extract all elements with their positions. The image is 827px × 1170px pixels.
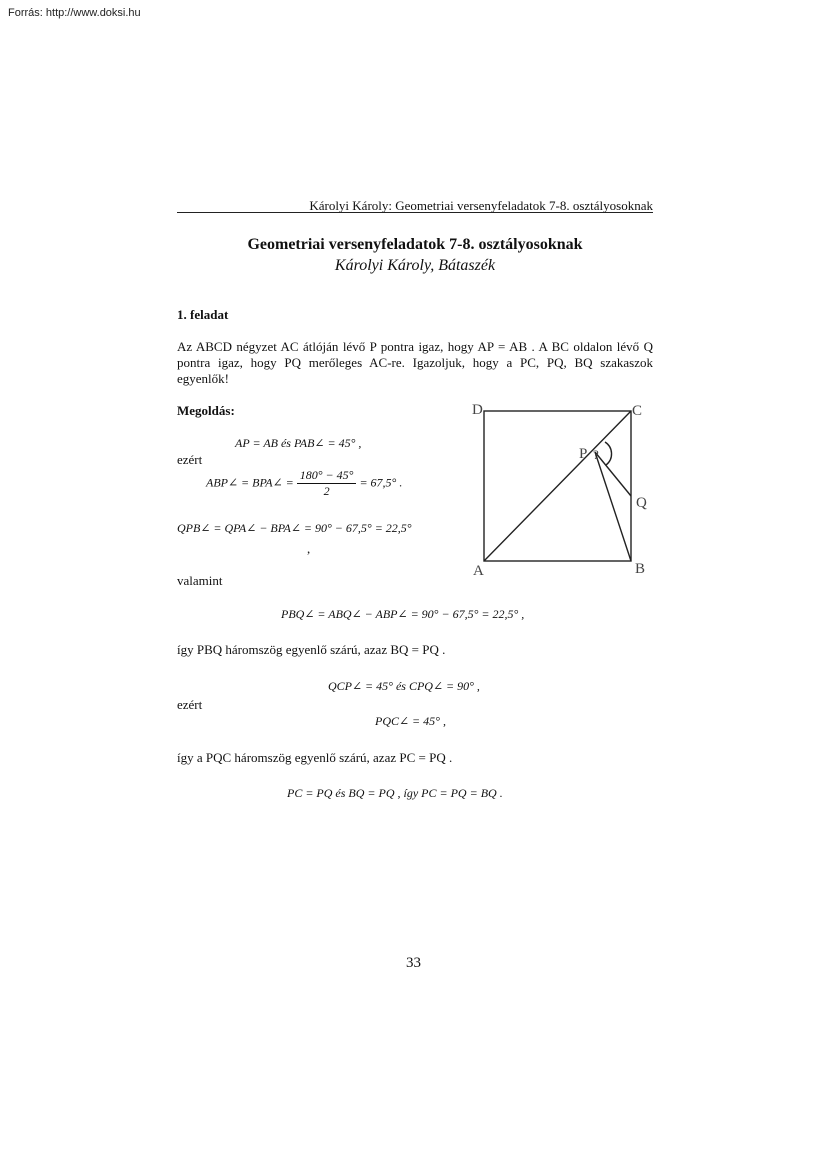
equation-7: PQC∠ = 45° , [375, 714, 446, 728]
equation-3-comma: , [307, 541, 311, 556]
angle-question-mark: ? [593, 447, 599, 462]
equation-3: QPB∠ = QPA∠ − BPA∠ = 90° − 67,5° = 22,5° [177, 521, 412, 535]
conclusion-2: így a PQC háromszög egyenlő szárú, azaz PC = PQ . [177, 750, 453, 765]
solution-heading: Megoldás: [177, 403, 235, 418]
equation-2 [206, 468, 402, 499]
valamint-text: valamint [177, 573, 223, 588]
final-equation: PC = PQ és BQ = PQ , így PC = PQ = BQ . [287, 786, 503, 800]
label-p: P [579, 446, 588, 462]
diagonal-ac [484, 411, 631, 561]
problem-heading: 1. feladat [177, 307, 229, 322]
equation-2-numerator: 180° − 45° [297, 468, 357, 484]
running-head: Károlyi Károly: Geometriai versenyfeladatok 7-8. osztályosoknak [309, 198, 653, 213]
equation-1: AP = AB és PAB∠ = 45° , [235, 436, 362, 450]
equation-6: QCP∠ = 45° és CPQ∠ = 90° , [328, 679, 480, 693]
equation-4: PBQ∠ = ABQ∠ − ABP∠ = 90° − 67,5° = 22,5° , [281, 607, 525, 621]
label-d: D [472, 402, 483, 418]
label-c: C [632, 403, 643, 419]
author-line: Károlyi Károly, Bátaszék [334, 257, 496, 274]
page-title: Geometriai versenyfeladatok 7-8. osztályosoknak [247, 236, 583, 253]
source-note: Forrás: http://www.doksi.hu [8, 7, 141, 19]
header-rule [177, 212, 653, 213]
equation-2-denominator: 2 [323, 484, 330, 498]
ezert-1: ezért [177, 452, 203, 467]
label-q: Q [636, 495, 647, 511]
ezert-2: ezért [177, 697, 203, 712]
segment-pb [595, 452, 631, 561]
page-number: 33 [406, 955, 421, 971]
problem-text: Az ABCD négyzet AC átlóján lévő P pontra igaz, hogy AP = AB . A BC oldalon lévő Q pontra igaz, hogy PQ merőleges AC-re. Igazoljuk, hogy a PC, PQ, BQ szakaszok egyenlők! [177, 339, 653, 386]
label-a: A [473, 563, 484, 579]
equation-2-lhs: ABP∠ = BPA∠ = [206, 475, 294, 490]
equation-2-rhs: = 67,5° . [359, 475, 403, 490]
angle-arc [605, 442, 612, 465]
conclusion-1: így PBQ háromszög egyenlő szárú, azaz BQ = PQ . [177, 642, 446, 657]
geometry-figure [455, 395, 665, 585]
segment-pq [595, 452, 631, 496]
equation-2-fraction [297, 468, 357, 499]
label-b: B [635, 561, 646, 577]
